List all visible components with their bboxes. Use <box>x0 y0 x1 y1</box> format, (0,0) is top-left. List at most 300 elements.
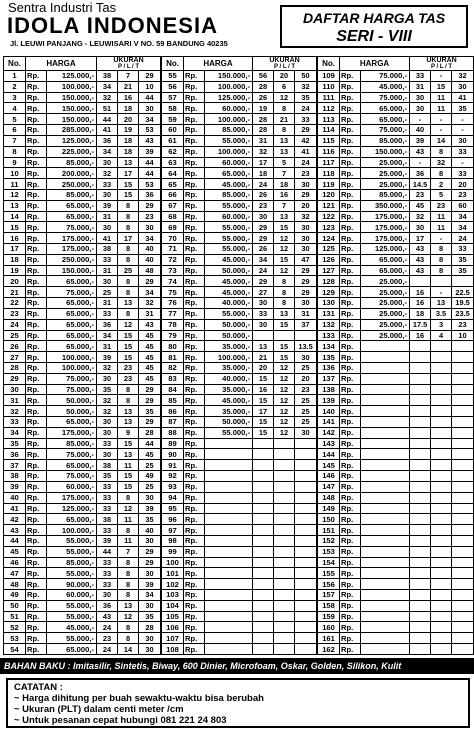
price-value: 25.000,- <box>361 276 410 287</box>
size-t <box>295 525 317 536</box>
table-row <box>162 211 317 222</box>
row-number: 25 <box>4 330 26 341</box>
size-p: 34 <box>253 254 274 265</box>
currency-label: Rp. <box>340 244 361 255</box>
row-number: 146 <box>318 471 340 482</box>
currency-label: Rp. <box>340 373 361 384</box>
row-number: 35 <box>4 438 26 449</box>
table-row <box>4 71 161 82</box>
row-number: 151 <box>318 525 340 536</box>
size-t: 23 <box>452 189 474 200</box>
size-p: 33 <box>97 481 118 492</box>
size-l <box>431 471 452 482</box>
size-t: 42 <box>295 135 317 146</box>
size-l <box>431 600 452 611</box>
currency-label: Rp. <box>340 395 361 406</box>
table-row <box>162 168 317 179</box>
currency-label: Rp. <box>340 492 361 503</box>
table-row <box>162 449 317 460</box>
size-t <box>452 622 474 633</box>
size-p: 30 <box>97 373 118 384</box>
size-p: 39 <box>97 200 118 211</box>
size-l <box>274 438 295 449</box>
price-value: 50.000,- <box>47 395 97 406</box>
table-row <box>4 298 161 309</box>
size-p <box>410 276 431 287</box>
row-number: 149 <box>318 503 340 514</box>
table-row <box>162 362 317 373</box>
currency-label: Rp. <box>340 233 361 244</box>
size-l: 4 <box>431 330 452 341</box>
column-ukuran <box>410 57 474 71</box>
row-number: 10 <box>4 168 26 179</box>
size-l <box>274 503 295 514</box>
size-t: 28 <box>139 427 161 438</box>
size-p: 30 <box>97 222 118 233</box>
size-p: 30 <box>97 157 118 168</box>
currency-label: Rp. <box>184 481 205 492</box>
table-row <box>318 481 474 492</box>
price-value: 85.000,- <box>47 157 97 168</box>
size-l <box>274 514 295 525</box>
size-p: 27 <box>253 287 274 298</box>
size-l: 13 <box>431 298 452 309</box>
currency-label: Rp. <box>184 611 205 622</box>
price-value: 25.000,- <box>361 308 410 319</box>
size-t: 23 <box>295 168 317 179</box>
price-value: 65.000,- <box>361 265 410 276</box>
currency-label: Rp. <box>340 200 361 211</box>
table-row <box>4 644 161 655</box>
size-p <box>410 514 431 525</box>
table-row <box>4 92 161 103</box>
size-p: 41 <box>97 125 118 136</box>
size-t <box>295 481 317 492</box>
price-value <box>205 568 253 579</box>
size-t <box>452 557 474 568</box>
table-row <box>4 103 161 114</box>
size-p: 30 <box>97 276 118 287</box>
size-p: 30 <box>97 427 118 438</box>
size-p: 16 <box>410 298 431 309</box>
size-l: 13 <box>118 298 139 309</box>
size-p <box>410 384 431 395</box>
price-value <box>205 611 253 622</box>
price-value <box>205 633 253 644</box>
size-l <box>431 590 452 601</box>
size-l: 12 <box>274 417 295 428</box>
size-t: 29 <box>139 71 161 82</box>
size-l: 12 <box>274 362 295 373</box>
currency-label: Rp. <box>26 254 47 265</box>
table-row <box>162 276 317 287</box>
currency-label: Rp. <box>26 157 47 168</box>
table-row <box>4 384 161 395</box>
size-l: 12 <box>274 92 295 103</box>
currency-label: Rp. <box>26 103 47 114</box>
size-p: 39 <box>410 135 431 146</box>
currency-label: Rp. <box>26 384 47 395</box>
currency-label: Rp. <box>184 308 205 319</box>
ukuran-label: UKURAN <box>269 57 300 64</box>
currency-label: Rp. <box>26 395 47 406</box>
row-number: 16 <box>4 233 26 244</box>
size-t <box>452 417 474 428</box>
size-p <box>253 449 274 460</box>
size-t: 30 <box>295 427 317 438</box>
size-l: 12 <box>118 503 139 514</box>
size-t: 43 <box>139 135 161 146</box>
table-row <box>4 481 161 492</box>
table-row <box>4 449 161 460</box>
size-p <box>253 481 274 492</box>
currency-label: Rp. <box>184 384 205 395</box>
price-value: 35.000,- <box>205 406 253 417</box>
size-t: 44 <box>139 438 161 449</box>
price-value: 100.000,- <box>47 362 97 373</box>
size-l: 12 <box>118 319 139 330</box>
table-row <box>162 244 317 255</box>
currency-label: Rp. <box>184 200 205 211</box>
currency-label: Rp. <box>340 417 361 428</box>
size-l: 9 <box>118 427 139 438</box>
row-number: 28 <box>4 362 26 373</box>
currency-label: Rp. <box>26 81 47 92</box>
table-row <box>162 395 317 406</box>
table-row <box>318 535 474 546</box>
row-number: 116 <box>318 146 340 157</box>
row-number: 58 <box>162 103 184 114</box>
size-l: 8 <box>118 222 139 233</box>
size-p <box>410 406 431 417</box>
row-number: 136 <box>318 362 340 373</box>
price-value: 75.000,- <box>361 92 410 103</box>
size-t <box>452 438 474 449</box>
size-p: 40 <box>410 125 431 136</box>
row-number: 81 <box>162 352 184 363</box>
currency-label: Rp. <box>340 633 361 644</box>
size-l <box>274 590 295 601</box>
row-number: 110 <box>318 81 340 92</box>
size-l <box>274 481 295 492</box>
size-p: 30 <box>97 590 118 601</box>
row-number: 86 <box>162 406 184 417</box>
price-value <box>205 471 253 482</box>
row-number: 19 <box>4 265 26 276</box>
row-number: 44 <box>4 535 26 546</box>
size-l: 12 <box>274 244 295 255</box>
table-row <box>162 406 317 417</box>
size-p: 15 <box>253 395 274 406</box>
size-p <box>410 395 431 406</box>
size-p: 26 <box>253 92 274 103</box>
row-number: 57 <box>162 92 184 103</box>
size-p <box>253 579 274 590</box>
price-value: 100.000,- <box>205 352 253 363</box>
currency-label: Rp. <box>184 417 205 428</box>
price-value: 60.000,- <box>47 481 97 492</box>
price-value <box>361 438 410 449</box>
currency-label: Rp. <box>340 103 361 114</box>
price-value <box>361 395 410 406</box>
currency-label: Rp. <box>184 633 205 644</box>
row-number: 6 <box>4 125 26 136</box>
row-number: 71 <box>162 244 184 255</box>
currency-label: Rp. <box>340 568 361 579</box>
size-p: 30 <box>410 103 431 114</box>
size-l: 20 <box>118 114 139 125</box>
size-l <box>431 460 452 471</box>
size-p <box>410 525 431 536</box>
size-t: 45 <box>139 330 161 341</box>
row-number: 93 <box>162 481 184 492</box>
row-number: 1 <box>4 71 26 82</box>
size-p: 41 <box>97 233 118 244</box>
size-l: 13 <box>274 135 295 146</box>
table-row <box>318 406 474 417</box>
price-value: 25.000,- <box>361 319 410 330</box>
row-number: 154 <box>318 557 340 568</box>
table-row <box>162 330 317 341</box>
size-t: 35 <box>295 92 317 103</box>
size-p: 30 <box>97 449 118 460</box>
price-value <box>361 535 410 546</box>
currency-label: Rp. <box>340 276 361 287</box>
size-p: 23 <box>410 189 431 200</box>
size-p <box>410 471 431 482</box>
size-t: 25 <box>295 406 317 417</box>
size-p: 33 <box>97 568 118 579</box>
row-number: 31 <box>4 395 26 406</box>
size-t: 39 <box>139 146 161 157</box>
price-value <box>361 449 410 460</box>
currency-label: Rp. <box>184 287 205 298</box>
size-t: 48 <box>139 265 161 276</box>
table-row <box>318 611 474 622</box>
row-number: 73 <box>162 265 184 276</box>
size-p: 33 <box>97 438 118 449</box>
price-value <box>205 514 253 525</box>
size-l <box>274 611 295 622</box>
row-number: 40 <box>4 492 26 503</box>
size-t: 30 <box>452 135 474 146</box>
size-t <box>452 492 474 503</box>
size-p <box>253 535 274 546</box>
price-value: 150.000,- <box>47 103 97 114</box>
size-p: 31 <box>253 135 274 146</box>
size-t: 23 <box>139 211 161 222</box>
size-t: 34 <box>139 114 161 125</box>
size-t: 24 <box>295 157 317 168</box>
size-p: - <box>410 157 431 168</box>
size-t <box>295 330 317 341</box>
price-value <box>361 406 410 417</box>
size-t: 35 <box>452 254 474 265</box>
currency-label: Rp. <box>26 168 47 179</box>
currency-label: Rp. <box>340 211 361 222</box>
table-row <box>162 146 317 157</box>
price-value: 175.000,- <box>361 233 410 244</box>
size-p <box>410 590 431 601</box>
currency-label: Rp. <box>340 535 361 546</box>
size-l <box>431 525 452 536</box>
price-value: 175.000,- <box>47 233 97 244</box>
currency-label: Rp. <box>340 579 361 590</box>
size-l: 7 <box>118 546 139 557</box>
table-row <box>162 557 317 568</box>
row-number: 68 <box>162 211 184 222</box>
size-p: 30 <box>97 417 118 428</box>
currency-label: Rp. <box>184 503 205 514</box>
price-value: 250.000,- <box>47 254 97 265</box>
price-value: 65.000,- <box>47 200 97 211</box>
price-value: 50.000,- <box>205 265 253 276</box>
size-p: 56 <box>253 71 274 82</box>
size-p: 36 <box>97 319 118 330</box>
price-value: 85.000,- <box>47 557 97 568</box>
size-t: 34 <box>139 233 161 244</box>
table-row <box>318 244 474 255</box>
size-t: 39 <box>139 503 161 514</box>
row-number: 37 <box>4 460 26 471</box>
size-p: 44 <box>97 546 118 557</box>
table-row <box>4 406 161 417</box>
row-number: 3 <box>4 92 26 103</box>
size-p <box>410 362 431 373</box>
table-row <box>318 590 474 601</box>
row-number: 140 <box>318 406 340 417</box>
size-l <box>274 644 295 655</box>
price-value: 55.000,- <box>47 546 97 557</box>
table-row <box>4 276 161 287</box>
row-number: 46 <box>4 557 26 568</box>
currency-label: Rp. <box>340 557 361 568</box>
size-p: 39 <box>97 535 118 546</box>
currency-label: Rp. <box>26 330 47 341</box>
price-value: 45.000,- <box>47 622 97 633</box>
row-number: 98 <box>162 535 184 546</box>
size-t: 25 <box>295 395 317 406</box>
price-value <box>205 481 253 492</box>
currency-label: Rp. <box>184 103 205 114</box>
price-value: 225.000,- <box>47 146 97 157</box>
size-t: 33 <box>295 114 317 125</box>
table-row <box>318 633 474 644</box>
size-l: 3 <box>431 319 452 330</box>
size-l: 12 <box>274 233 295 244</box>
table-row <box>162 114 317 125</box>
size-p: 16 <box>410 287 431 298</box>
size-t: 30 <box>139 600 161 611</box>
currency-label: Rp. <box>184 168 205 179</box>
currency-label: Rp. <box>184 362 205 373</box>
size-p <box>410 600 431 611</box>
row-number: 72 <box>162 254 184 265</box>
size-l: 17 <box>118 233 139 244</box>
plt-label: P / L / T <box>430 64 453 70</box>
size-p: - <box>410 114 431 125</box>
row-number: 121 <box>318 200 340 211</box>
size-t: 20 <box>295 200 317 211</box>
row-number: 20 <box>4 276 26 287</box>
size-l: 15 <box>274 222 295 233</box>
size-p: 30 <box>410 222 431 233</box>
row-number: 52 <box>4 622 26 633</box>
row-number: 119 <box>318 179 340 190</box>
row-number: 102 <box>162 579 184 590</box>
size-t <box>295 492 317 503</box>
price-tables <box>3 56 471 655</box>
currency-label: Rp. <box>184 330 205 341</box>
row-number: 75 <box>162 287 184 298</box>
size-t: 44 <box>139 157 161 168</box>
size-l: 8 <box>274 125 295 136</box>
size-t: 53 <box>139 179 161 190</box>
price-value: 85.000,- <box>205 189 253 200</box>
size-t: 29 <box>295 265 317 276</box>
price-value: 75.000,- <box>47 449 97 460</box>
currency-label: Rp. <box>26 438 47 449</box>
table-row <box>318 276 474 287</box>
table-row <box>162 546 317 557</box>
size-t <box>452 590 474 601</box>
price-value: 45.000,- <box>205 395 253 406</box>
price-value: 45.000,- <box>361 81 410 92</box>
table-row <box>318 600 474 611</box>
size-t: 30 <box>139 222 161 233</box>
size-l: 15 <box>431 81 452 92</box>
price-value <box>205 557 253 568</box>
note-item: ~ Ukuran (PLT) dalam centi meter /cm <box>14 704 184 715</box>
size-l: 15 <box>274 319 295 330</box>
size-p <box>410 449 431 460</box>
size-t: 40 <box>139 254 161 265</box>
size-l: 12 <box>274 406 295 417</box>
currency-label: Rp. <box>184 460 205 471</box>
currency-label: Rp. <box>26 222 47 233</box>
size-p <box>410 611 431 622</box>
currency-label: Rp. <box>26 352 47 363</box>
notes-title: CATATAN : <box>14 682 63 693</box>
price-value <box>205 590 253 601</box>
size-t <box>452 514 474 525</box>
table-row <box>4 265 161 276</box>
price-value: 85.000,- <box>47 438 97 449</box>
row-number: 97 <box>162 525 184 536</box>
size-l <box>274 557 295 568</box>
table-row <box>162 298 317 309</box>
row-number: 104 <box>162 600 184 611</box>
row-number: 54 <box>4 644 26 655</box>
size-l <box>274 492 295 503</box>
currency-label: Rp. <box>26 92 47 103</box>
table-row <box>318 395 474 406</box>
size-t: 30 <box>295 298 317 309</box>
size-t: 34 <box>452 211 474 222</box>
row-number: 109 <box>318 71 340 82</box>
row-number: 65 <box>162 179 184 190</box>
row-number: 17 <box>4 244 26 255</box>
row-number: 96 <box>162 514 184 525</box>
price-value: 125.000,- <box>47 135 97 146</box>
size-t <box>452 449 474 460</box>
currency-label: Rp. <box>340 481 361 492</box>
size-p: 32 <box>97 395 118 406</box>
price-value: 175.000,- <box>47 244 97 255</box>
size-l: 11 <box>118 535 139 546</box>
size-t: 32 <box>295 211 317 222</box>
row-number: 141 <box>318 417 340 428</box>
